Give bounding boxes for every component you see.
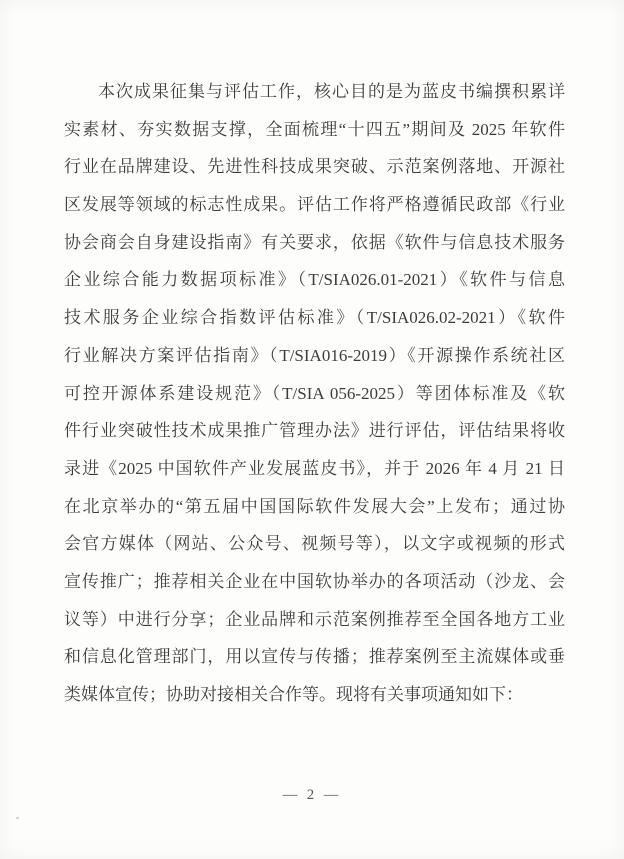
scan-artifact: [16, 817, 19, 819]
paragraph-line: 本次成果征集与评估工作，核心目的是为蓝皮书编撰积累详: [98, 82, 565, 101]
paragraph-line: 录进《2025 中国软件产业发展蓝皮书》，并于 2026 年 4 月 21 日: [64, 458, 565, 478]
paragraph-line: 实素材、夯实数据支撑，全面梳理“十四五”期间及 2025 年软件: [64, 119, 565, 139]
paragraph-line: 和信息化管理部门，用以宣传与传播；推荐案例至主流媒体或垂: [64, 647, 565, 667]
paragraph-line: 宣传推广；推荐相关企业在中国软协举办的各项活动（沙龙、会: [64, 571, 565, 591]
body-paragraph: [64, 73, 565, 714]
paragraph-line: 在北京举办的“第五届中国国际软件发展大会”上发布；通过协: [64, 496, 565, 516]
paragraph-line: 类媒体宣传；协助对接相关合作等。现将有关事项通知如下：: [64, 685, 523, 704]
paragraph-line: 区发展等领域的标志性成果。评估工作将严格遵循民政部《行业: [64, 195, 565, 215]
paragraph-line: 行业在品牌建设、先进性科技成果突破、示范案例落地、开源社: [64, 157, 565, 177]
paragraph-line: 会官方媒体（网站、公众号、视频号等），以文字或视频的形式: [64, 534, 565, 554]
paragraph-line: 件行业突破性技术成果推广管理办法》进行评估，评估结果将收: [64, 421, 565, 441]
paragraph-line: 可控开源体系建设规范》（T/SIA 056-2025）等团体标准及《软: [64, 383, 565, 403]
paragraph-line: 议等）中进行分享；企业品牌和示范案例推荐至全国各地方工业: [64, 609, 565, 629]
paragraph-line: 行业解决方案评估指南》（T/SIA016-2019）《开源操作系统社区: [64, 345, 565, 365]
paragraph-line: 技术服务企业综合指数评估标准》（T/SIA026.02-2021）《软件: [64, 308, 565, 328]
paragraph-line: 企业综合能力数据项标准》（T/SIA026.01-2021）《软件与信息: [64, 270, 565, 290]
page-number: — 2 —: [282, 787, 342, 803]
paragraph-line: 协会商会自身建设指南》有关要求，依据《软件与信息技术服务: [64, 232, 565, 252]
